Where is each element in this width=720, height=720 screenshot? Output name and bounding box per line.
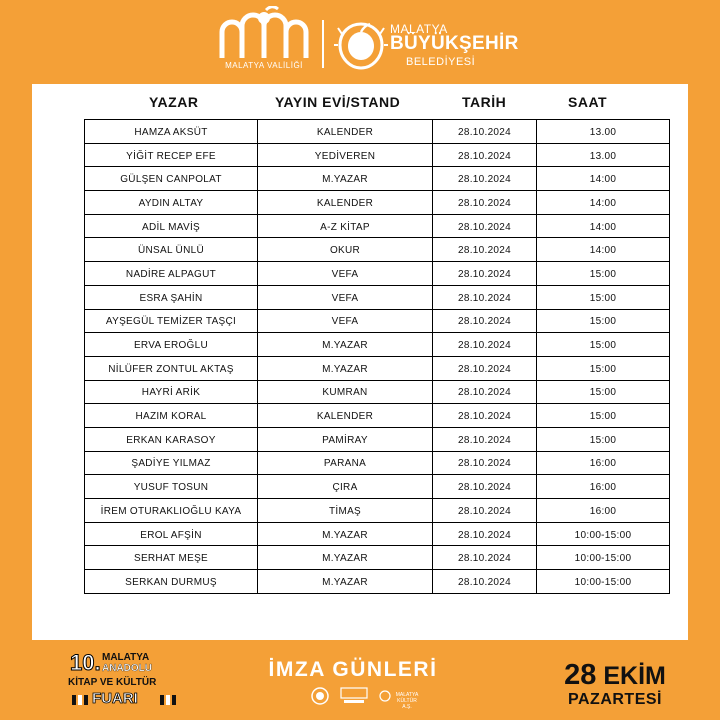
date-cell: 28.10.2024 bbox=[433, 262, 537, 286]
publisher-cell: KALENDER bbox=[258, 191, 433, 215]
author-cell: ÜNSAL ÜNLÜ bbox=[85, 238, 258, 262]
time-cell: 13.00 bbox=[537, 143, 670, 167]
date-cell: 28.10.2024 bbox=[433, 191, 537, 215]
date-cell: 28.10.2024 bbox=[433, 499, 537, 523]
publisher-cell: VEFA bbox=[258, 285, 433, 309]
fair-number: 10. bbox=[70, 650, 101, 675]
time-cell: 10:00-15:00 bbox=[537, 546, 670, 570]
publisher-cell: M.YAZAR bbox=[258, 570, 433, 594]
time-cell: 16:00 bbox=[537, 499, 670, 523]
publisher-cell: M.YAZAR bbox=[258, 333, 433, 357]
publisher-cell: OKUR bbox=[258, 238, 433, 262]
author-cell: SERKAN DURMUŞ bbox=[85, 570, 258, 594]
table-row bbox=[85, 427, 670, 451]
author-cell: ERKAN KARASOY bbox=[85, 427, 258, 451]
time-cell: 16:00 bbox=[537, 451, 670, 475]
time-cell: 15:00 bbox=[537, 404, 670, 428]
date-cell: 28.10.2024 bbox=[433, 475, 537, 499]
author-cell: EROL AFŞİN bbox=[85, 522, 258, 546]
header-author: YAZAR bbox=[149, 94, 199, 110]
time-cell: 15:00 bbox=[537, 309, 670, 333]
bb-line2: BÜYÜKŞEHİR bbox=[390, 33, 519, 54]
publisher-cell: PAMİRAY bbox=[258, 427, 433, 451]
publisher-cell: TİMAŞ bbox=[258, 499, 433, 523]
date-month: EKİM bbox=[603, 662, 666, 690]
date-weekday: PAZARTESİ bbox=[568, 691, 662, 708]
kultur-as-logo-icon bbox=[378, 686, 392, 706]
author-cell: HAYRİ ARİK bbox=[85, 380, 258, 404]
date-cell: 28.10.2024 bbox=[433, 546, 537, 570]
author-cell: YUSUF TOSUN bbox=[85, 475, 258, 499]
time-cell: 13.00 bbox=[537, 120, 670, 144]
time-cell: 15:00 bbox=[537, 427, 670, 451]
date-cell: 28.10.2024 bbox=[433, 214, 537, 238]
author-cell: AYŞEGÜL TEMİZER TAŞÇI bbox=[85, 309, 258, 333]
date-day: 28 bbox=[564, 659, 597, 691]
publisher-cell: M.YAZAR bbox=[258, 167, 433, 191]
header bbox=[0, 0, 720, 84]
time-cell: 10:00-15:00 bbox=[537, 570, 670, 594]
publisher-cell: M.YAZAR bbox=[258, 546, 433, 570]
date-cell: 28.10.2024 bbox=[433, 143, 537, 167]
date-cell: 28.10.2024 bbox=[433, 238, 537, 262]
author-cell: NADİRE ALPAGUT bbox=[85, 262, 258, 286]
table-row bbox=[85, 285, 670, 309]
publisher-cell: VEFA bbox=[258, 309, 433, 333]
table-row bbox=[85, 214, 670, 238]
table-row bbox=[85, 546, 670, 570]
author-cell: ERVA EROĞLU bbox=[85, 333, 258, 357]
table-row bbox=[85, 120, 670, 144]
publisher-cell: KALENDER bbox=[258, 404, 433, 428]
valilik-name: MALATYA VALİLİĞİ bbox=[225, 61, 303, 70]
date-cell: 28.10.2024 bbox=[433, 427, 537, 451]
date-cell: 28.10.2024 bbox=[433, 167, 537, 191]
author-cell: SERHAT MEŞE bbox=[85, 546, 258, 570]
header-publisher: YAYIN EVİ/STAND bbox=[275, 94, 401, 110]
date-cell: 28.10.2024 bbox=[433, 451, 537, 475]
fair-line4: FUARI bbox=[92, 690, 138, 707]
author-cell: HAZIM KORAL bbox=[85, 404, 258, 428]
publisher-cell: KUMRAN bbox=[258, 380, 433, 404]
publisher-cell: A-Z KİTAP bbox=[258, 214, 433, 238]
time-cell: 15:00 bbox=[537, 380, 670, 404]
table-row bbox=[85, 380, 670, 404]
date-cell: 28.10.2024 bbox=[433, 356, 537, 380]
author-cell: ESRA ŞAHİN bbox=[85, 285, 258, 309]
author-cell: GÜLŞEN CANPOLAT bbox=[85, 167, 258, 191]
malatya-valiligi-logo bbox=[214, 6, 314, 80]
event-date bbox=[545, 659, 685, 709]
date-cell: 28.10.2024 bbox=[433, 120, 537, 144]
table-row bbox=[85, 356, 670, 380]
table-row bbox=[85, 404, 670, 428]
kosgeb-logo-icon bbox=[340, 686, 368, 706]
book-fair-logo bbox=[62, 650, 182, 716]
header-time: SAAT bbox=[568, 94, 608, 110]
author-cell: YİĞİT RECEP EFE bbox=[85, 143, 258, 167]
author-cell: ŞADİYE YILMAZ bbox=[85, 451, 258, 475]
publisher-cell: KALENDER bbox=[258, 120, 433, 144]
bb-line1: MALATYA bbox=[390, 22, 448, 36]
date-cell: 28.10.2024 bbox=[433, 522, 537, 546]
sponsor-text: MALATYA KÜLTÜR A.Ş. bbox=[395, 692, 419, 710]
time-cell: 16:00 bbox=[537, 475, 670, 499]
table-row bbox=[85, 570, 670, 594]
fair-line3: KİTAP VE KÜLTÜR bbox=[68, 677, 157, 688]
table-row bbox=[85, 451, 670, 475]
publisher-cell: VEFA bbox=[258, 262, 433, 286]
table-row bbox=[85, 262, 670, 286]
date-cell: 28.10.2024 bbox=[433, 309, 537, 333]
time-cell: 15:00 bbox=[537, 262, 670, 286]
header-date: TARİH bbox=[462, 94, 507, 110]
time-cell: 14:00 bbox=[537, 238, 670, 262]
publisher-cell: M.YAZAR bbox=[258, 522, 433, 546]
table-row bbox=[85, 238, 670, 262]
author-cell: HAMZA AKSÜT bbox=[85, 120, 258, 144]
time-cell: 10:00-15:00 bbox=[537, 522, 670, 546]
date-cell: 28.10.2024 bbox=[433, 570, 537, 594]
publisher-cell: ÇIRA bbox=[258, 475, 433, 499]
author-cell: AYDIN ALTAY bbox=[85, 191, 258, 215]
sponsor-seal-icon bbox=[310, 686, 330, 706]
apricot-emblem-icon bbox=[334, 18, 388, 72]
schedule-card bbox=[32, 84, 688, 640]
bb-line3: BELEDİYESİ bbox=[406, 56, 476, 68]
sponsor-logos bbox=[302, 686, 422, 708]
table-row bbox=[85, 167, 670, 191]
author-cell: NİLÜFER ZONTUL AKTAŞ bbox=[85, 356, 258, 380]
time-cell: 14:00 bbox=[537, 191, 670, 215]
header-divider bbox=[322, 20, 324, 68]
signing-schedule-table bbox=[84, 119, 670, 594]
author-cell: İREM OTURAKLIOĞLU KAYA bbox=[85, 499, 258, 523]
publisher-cell: PARANA bbox=[258, 451, 433, 475]
table-row bbox=[85, 333, 670, 357]
publisher-cell: YEDİVEREN bbox=[258, 143, 433, 167]
time-cell: 14:00 bbox=[537, 167, 670, 191]
date-cell: 28.10.2024 bbox=[433, 380, 537, 404]
fair-line2: ANADOLU bbox=[102, 663, 152, 674]
date-cell: 28.10.2024 bbox=[433, 333, 537, 357]
author-cell: ADİL MAVİŞ bbox=[85, 214, 258, 238]
table-row bbox=[85, 522, 670, 546]
valilik-arches-icon bbox=[216, 6, 312, 60]
buyuksehir-logo bbox=[334, 18, 519, 78]
time-cell: 15:00 bbox=[537, 333, 670, 357]
table-row bbox=[85, 143, 670, 167]
footer bbox=[0, 640, 720, 720]
table-row bbox=[85, 309, 670, 333]
table-row bbox=[85, 475, 670, 499]
fair-line1: MALATYA bbox=[102, 652, 150, 663]
time-cell: 15:00 bbox=[537, 356, 670, 380]
event-title: İMZA GÜNLERİ bbox=[268, 658, 438, 681]
table-row bbox=[85, 499, 670, 523]
date-cell: 28.10.2024 bbox=[433, 404, 537, 428]
time-cell: 14:00 bbox=[537, 214, 670, 238]
time-cell: 15:00 bbox=[537, 285, 670, 309]
publisher-cell: M.YAZAR bbox=[258, 356, 433, 380]
date-cell: 28.10.2024 bbox=[433, 285, 537, 309]
table-row bbox=[85, 191, 670, 215]
